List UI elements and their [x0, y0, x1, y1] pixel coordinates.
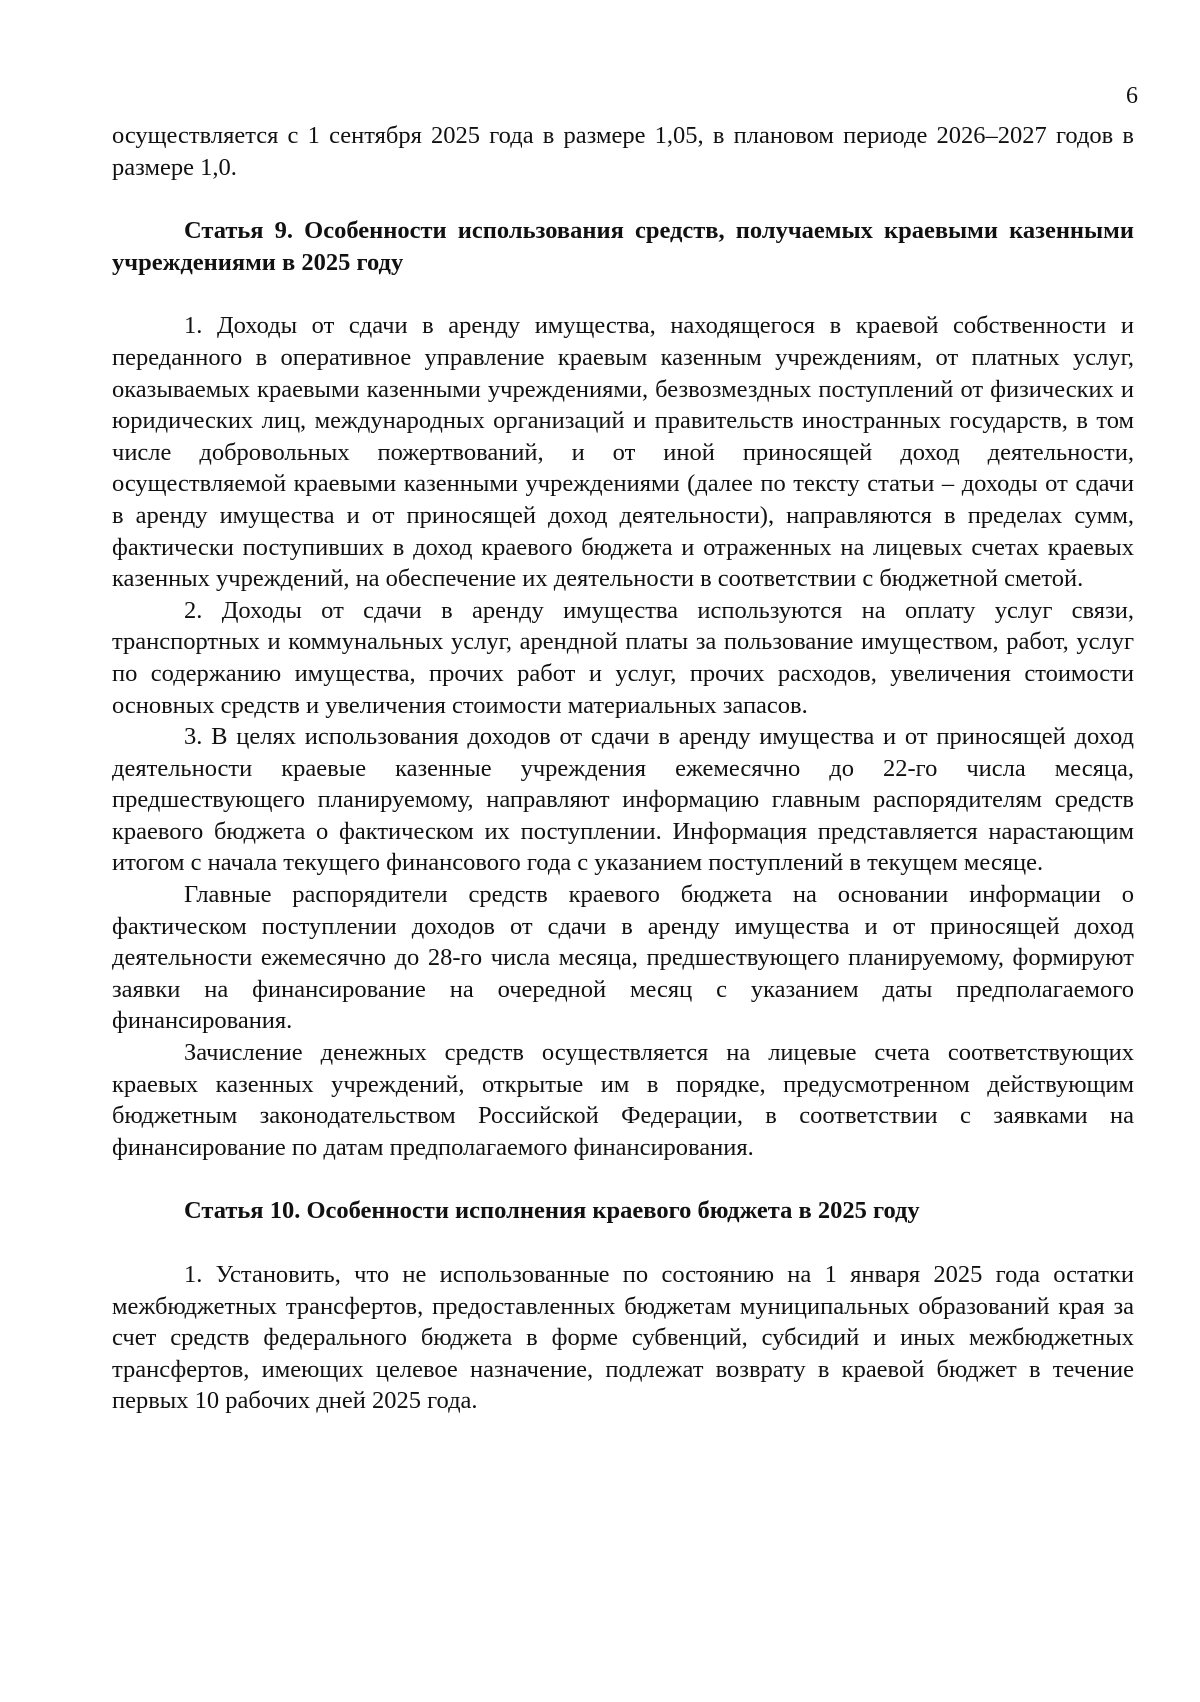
article-9-paragraph-5: Зачисление денежных средств осуществляется на лицевые счета соответствующих краевых казенных учреждений, открытые им в порядке, предусмотренном действующим бюджетным законодательством Российской Федерации, в соответствии с заявками на финансирование по датам предполагаемого финансирования.: [112, 1039, 1134, 1161]
article-9-paragraph-4: Главные распорядители средств краевого бюджета на основании информации о фактическом поступлении доходов от сдачи в аренду имущества и от приносящей доход деятельности ежемесячно до 28-го числа месяца, предшествующего планируемому, формируют заявки на финансирование на очередной месяц с указанием даты предполагаемого финансирования.: [112, 881, 1134, 1035]
article-9-paragraph-1: 1. Доходы от сдачи в аренду имущества, находящегося в краевой собственности и переданного в оперативное управление краевым казенным учреждениям, от платных услуг, оказываемых краевыми казенными учреждениями, безвозмездных поступлений от физических и юридических лиц, международных организаций и правительств иностранных государств, в том числе добровольных пожертвований, и от иной приносящей доход деятельности, осуществляемой краевыми казенными учреждениями (далее по тексту статьи – доходы от сдачи в аренду имущества и от приносящей доход деятельности), направляются в пределах сумм, фактически поступивших в доход краевого бюджета и отраженных на лицевых счетах краевых казенных учреждений, на обеспечение их деятельности в соответствии с бюджетной сметой.: [112, 312, 1134, 593]
article-9-paragraph-3: 3. В целях использования доходов от сдачи в аренду имущества и от приносящей доход деятельности краевые казенные учреждения ежемесячно до 22-го числа месяца, предшествующего планируемому, направляют информацию главным распорядителям средств краевого бюджета о фактическом их поступлении. Информация представляется нарастающим итогом с начала текущего финансового года с указанием поступлений в текущем месяце.: [112, 723, 1134, 877]
article-10-paragraph-1: 1. Установить, что не использованные по состоянию на 1 января 2025 года остатки межбюджетных трансфертов, предоставленных бюджетам муниципальных образований края за счет средств федерального бюджета в форме субвенций, субсидий и иных межбюджетных трансфертов, имеющих целевое назначение, подлежат возврату в краевой бюджет в течение первых 10 рабочих дней 2025 года.: [112, 1261, 1134, 1415]
intro-paragraph: осуществляется с 1 сентября 2025 года в размере 1,05, в плановом периоде 2026–2027 годов в размере 1,0.: [112, 122, 1134, 181]
article-9-paragraph-2: 2. Доходы от сдачи в аренду имущества используются на оплату услуг связи, транспортных и коммунальных услуг, арендной платы за пользование имуществом, работ, услуг по содержанию имущества, прочих работ и услуг, прочих расходов, увеличения стоимости основных средств и увеличения стоимости материальных запасов.: [112, 596, 1134, 719]
article-9-title: Статья 9. Особенности использования средств, получаемых краевыми казенными учреждениями в 2025 году: [112, 217, 1134, 276]
document-body: [112, 120, 1134, 1417]
page-number: 6: [1126, 83, 1138, 109]
article-10-title: Статья 10. Особенности исполнения краевого бюджета в 2025 году: [184, 1197, 920, 1225]
